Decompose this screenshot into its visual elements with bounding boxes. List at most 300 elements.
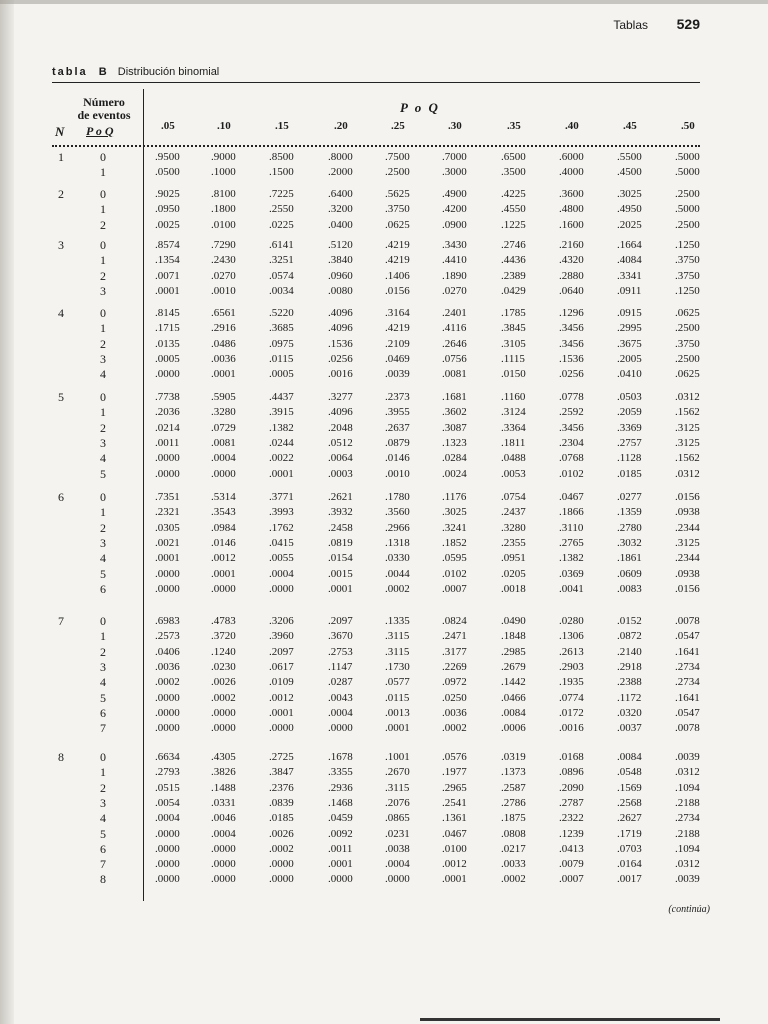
probability-cell: .0013	[385, 706, 410, 719]
probability-cell: .0915	[617, 307, 642, 319]
probability-cell: .2160	[559, 239, 584, 251]
probability-cell: .2389	[501, 269, 526, 282]
probability-cell: .0036	[211, 352, 236, 365]
probability-cell: .0872	[617, 630, 642, 643]
probability-cell: .2500	[675, 218, 700, 231]
probability-cell: .0044	[385, 567, 410, 580]
probability-cell: .0000	[269, 582, 294, 595]
probability-cell: .1785	[501, 307, 526, 319]
probability-cell: .1382	[559, 552, 584, 565]
probability-cell: .0012	[269, 691, 294, 704]
probability-cell: .1172	[617, 691, 642, 704]
probability-cell: .3750	[385, 203, 410, 216]
probability-cell: .2966	[385, 521, 410, 534]
event-count: 3	[100, 795, 106, 810]
probability-cell: .2500	[675, 322, 700, 335]
probability-cell: .0459	[328, 812, 353, 825]
p-column-header: .35	[507, 120, 521, 132]
p-column-header: .10	[217, 120, 231, 132]
column-divider	[143, 89, 144, 901]
probability-cell: .1147	[328, 660, 353, 673]
probability-cell: .3670	[328, 630, 353, 643]
probability-cell: .0039	[675, 751, 700, 763]
probability-cell: .2059	[617, 406, 642, 419]
probability-cell: .1866	[559, 506, 584, 519]
probability-cell: .2269	[442, 660, 467, 673]
event-count: 7	[100, 857, 106, 872]
numero-header	[60, 96, 148, 122]
probability-cell: .0135	[155, 337, 180, 350]
probability-cell: .0036	[155, 660, 180, 673]
event-count: 2	[100, 217, 106, 232]
probability-cell: .2541	[442, 796, 467, 809]
probability-cell: .8574	[155, 239, 180, 251]
probability-cell: .1500	[269, 166, 294, 179]
probability-cell: .1115	[501, 352, 525, 365]
probability-cell: .7290	[211, 239, 236, 251]
probability-cell: .2373	[385, 391, 410, 403]
probability-cell: .1250	[675, 239, 700, 251]
probability-cell: .0331	[211, 796, 236, 809]
event-count: 4	[100, 811, 106, 826]
probability-cell: .1875	[501, 812, 526, 825]
probability-cell: .0824	[442, 615, 467, 627]
probability-cell: .0400	[328, 218, 353, 231]
probability-cell: .4000	[559, 166, 584, 179]
probability-cell: .0244	[269, 436, 294, 449]
probability-cell: .5500	[617, 151, 642, 163]
probability-cell: .1848	[501, 630, 526, 643]
probability-cell: .4436	[501, 254, 526, 267]
probability-cell: .0865	[385, 812, 410, 825]
event-count: 0	[100, 187, 106, 201]
n-header: N	[55, 124, 65, 139]
probability-cell: .1318	[385, 536, 410, 549]
probability-cell: .4096	[328, 406, 353, 419]
probability-cell: .0410	[617, 368, 642, 381]
probability-cell: .7500	[385, 151, 410, 163]
probability-cell: .0081	[211, 436, 236, 449]
probability-cell: .0154	[328, 552, 353, 565]
probability-cell: .3932	[328, 506, 353, 519]
probability-cell: .2903	[559, 660, 584, 673]
probability-cell: .0000	[155, 452, 180, 465]
probability-cell: .0000	[155, 467, 180, 480]
probability-cell: .0007	[559, 873, 584, 886]
probability-cell: .5000	[675, 166, 700, 179]
probability-cell: .3560	[385, 506, 410, 519]
table-caption	[52, 66, 219, 78]
page-binding-shadow	[0, 0, 14, 1024]
probability-cell: .0001	[211, 567, 236, 580]
probability-cell: .0010	[385, 467, 410, 480]
probability-cell: .0256	[559, 368, 584, 381]
probability-cell: .3456	[559, 322, 584, 335]
probability-cell: .3000	[442, 166, 467, 179]
probability-cell: .0975	[269, 337, 294, 350]
probability-cell: .0574	[269, 269, 294, 282]
probability-cell: .3251	[269, 254, 294, 267]
probability-cell: .1678	[328, 751, 353, 763]
table-top-rule	[52, 82, 700, 83]
probability-cell: .0488	[501, 452, 526, 465]
probability-cell: .3280	[501, 521, 526, 534]
probability-cell: .0756	[442, 352, 467, 365]
probability-cell: .2995	[617, 322, 642, 335]
probability-cell: .1335	[385, 615, 410, 627]
probability-cell: .8145	[155, 307, 180, 319]
probability-cell: .0231	[385, 827, 410, 840]
probability-cell: .3032	[617, 536, 642, 549]
probability-cell: .2550	[269, 203, 294, 216]
event-count: 6	[100, 581, 106, 596]
probability-cell: .1442	[501, 676, 526, 689]
probability-cell: .0256	[328, 352, 353, 365]
probability-cell: .0002	[269, 842, 294, 855]
probability-cell: .3025	[617, 188, 642, 200]
probability-cell: .0617	[269, 660, 294, 673]
event-count: 1	[100, 202, 106, 217]
probability-cell: .6141	[269, 239, 294, 251]
event-count: 0	[100, 306, 106, 320]
probability-cell: .0002	[442, 722, 467, 735]
probability-cell: .0000	[211, 842, 236, 855]
probability-cell: .1239	[559, 827, 584, 840]
probability-cell: .0225	[269, 218, 294, 231]
probability-cell: .0002	[155, 676, 180, 689]
probability-cell: .1094	[675, 781, 700, 794]
probability-cell: .0004	[155, 812, 180, 825]
probability-cell: .1664	[617, 239, 642, 251]
probability-cell: .1536	[328, 337, 353, 350]
probability-cell: .0156	[385, 284, 410, 297]
probability-cell: .2627	[617, 812, 642, 825]
probability-cell: .2746	[501, 239, 526, 251]
probability-cell: .7225	[269, 188, 294, 200]
probability-cell: .0205	[501, 567, 526, 580]
probability-cell: .0000	[211, 706, 236, 719]
probability-cell: .3115	[385, 630, 410, 643]
event-count: 5	[100, 690, 106, 705]
probability-cell: .1160	[501, 391, 526, 403]
probability-cell: .2344	[675, 521, 700, 534]
probability-cell: .0490	[501, 615, 526, 627]
probability-cell: .1361	[442, 812, 467, 825]
p-column-header: .50	[681, 120, 695, 132]
probability-cell: .8500	[269, 151, 294, 163]
probability-cell: .0041	[559, 582, 584, 595]
probability-cell: .0156	[675, 582, 700, 595]
probability-cell: .0467	[559, 491, 584, 503]
n-value: 8	[58, 750, 64, 764]
probability-cell: .0005	[269, 368, 294, 381]
probability-cell: .0000	[155, 582, 180, 595]
probability-cell: .0004	[211, 452, 236, 465]
event-count: 1	[100, 629, 106, 644]
probability-cell: .2355	[501, 536, 526, 549]
probability-cell: .0808	[501, 827, 526, 840]
probability-cell: .0911	[617, 284, 642, 297]
probability-cell: .2140	[617, 645, 642, 658]
probability-cell: .0037	[617, 722, 642, 735]
probability-cell: .0004	[211, 827, 236, 840]
probability-cell: .8100	[211, 188, 236, 200]
n-value: 1	[58, 150, 64, 164]
probability-cell: .3500	[501, 166, 526, 179]
probability-cell: .7351	[155, 491, 180, 503]
probability-cell: .0000	[211, 722, 236, 735]
probability-cell: .0287	[328, 676, 353, 689]
probability-cell: .3110	[559, 521, 584, 534]
continua-note: (continúa)	[668, 904, 710, 915]
probability-cell: .0214	[155, 421, 180, 434]
probability-cell: .2322	[559, 812, 584, 825]
probability-cell: .1890	[442, 269, 467, 282]
probability-cell: .0000	[269, 858, 294, 871]
probability-cell: .4096	[328, 322, 353, 335]
probability-cell: .0000	[155, 827, 180, 840]
probability-cell: .0055	[269, 552, 294, 565]
p-column-header: .40	[565, 120, 579, 132]
probability-cell: .0150	[501, 368, 526, 381]
probability-cell: .3087	[442, 421, 467, 434]
probability-cell: .3750	[675, 254, 700, 267]
probability-cell: .2573	[155, 630, 180, 643]
probability-cell: .1488	[211, 781, 236, 794]
event-count: 6	[100, 841, 106, 856]
probability-cell: .0026	[211, 676, 236, 689]
probability-cell: .4225	[501, 188, 526, 200]
probability-cell: .2188	[675, 827, 700, 840]
probability-cell: .0729	[211, 421, 236, 434]
probability-cell: .2765	[559, 536, 584, 549]
probability-cell: .1569	[617, 781, 642, 794]
probability-cell: .0115	[269, 352, 294, 365]
probability-cell: .0071	[155, 269, 180, 282]
probability-cell: .1715	[155, 322, 180, 335]
probability-cell: .0896	[559, 766, 584, 779]
probability-cell: .3456	[559, 337, 584, 350]
probability-cell: .0001	[155, 284, 180, 297]
probability-cell: .2786	[501, 796, 526, 809]
probability-cell: .0312	[675, 391, 700, 403]
probability-cell: .2965	[442, 781, 467, 794]
probability-cell: .6400	[328, 188, 353, 200]
probability-cell: .0002	[211, 691, 236, 704]
probability-cell: .0984	[211, 521, 236, 534]
probability-cell: .1562	[675, 406, 700, 419]
probability-cell: .0092	[328, 827, 353, 840]
probability-cell: .3177	[442, 645, 467, 658]
probability-cell: .0312	[675, 766, 700, 779]
probability-cell: .0270	[442, 284, 467, 297]
probability-cell: .2793	[155, 766, 180, 779]
probability-cell: .1762	[269, 521, 294, 534]
event-count: 3	[100, 351, 106, 366]
probability-cell: .0576	[442, 751, 467, 763]
probability-cell: .0000	[155, 842, 180, 855]
p-column-header: .15	[275, 120, 289, 132]
probability-cell: .0466	[501, 691, 526, 704]
probability-cell: .0011	[328, 842, 353, 855]
event-count: 4	[100, 551, 106, 566]
probability-cell: .0039	[675, 873, 700, 886]
probability-cell: .0000	[385, 873, 410, 886]
probability-cell: .6500	[501, 151, 526, 163]
probability-cell: .2621	[328, 491, 353, 503]
probability-cell: .1536	[559, 352, 584, 365]
probability-cell: .4950	[617, 203, 642, 216]
probability-cell: .3125	[675, 536, 700, 549]
probability-cell: .3847	[269, 766, 294, 779]
probability-cell: .3955	[385, 406, 410, 419]
probability-cell: .1641	[675, 691, 700, 704]
probability-cell: .3241	[442, 521, 467, 534]
probability-cell: .9500	[155, 151, 180, 163]
probability-cell: .2000	[328, 166, 353, 179]
p-column-header: .05	[161, 120, 175, 132]
probability-cell: .3826	[211, 766, 236, 779]
probability-cell: .3600	[559, 188, 584, 200]
probability-cell: .5000	[675, 203, 700, 216]
probability-cell: .0778	[559, 391, 584, 403]
probability-cell: .1296	[559, 307, 584, 319]
probability-cell: .1306	[559, 630, 584, 643]
probability-cell: .2787	[559, 796, 584, 809]
event-count: 2	[100, 336, 106, 351]
event-count: 2	[100, 268, 106, 283]
probability-cell: .0001	[328, 582, 353, 595]
probability-cell: .1001	[385, 751, 410, 763]
event-count: 6	[100, 705, 106, 720]
event-count: 1	[100, 405, 106, 420]
probability-cell: .0512	[328, 436, 353, 449]
probability-cell: .3341	[617, 269, 642, 282]
probability-cell: .0010	[211, 284, 236, 297]
probability-cell: .1852	[442, 536, 467, 549]
probability-cell: .0081	[442, 368, 467, 381]
probability-cell: .0000	[211, 858, 236, 871]
probability-cell: .3430	[442, 239, 467, 251]
event-count: 4	[100, 675, 106, 690]
p-column-header: .45	[623, 120, 637, 132]
probability-cell: .2500	[675, 188, 700, 200]
event-count: 5	[100, 466, 106, 481]
probability-cell: .2734	[675, 660, 700, 673]
probability-cell: .0064	[328, 452, 353, 465]
probability-cell: .0703	[617, 842, 642, 855]
probability-cell: .0284	[442, 452, 467, 465]
probability-cell: .0429	[501, 284, 526, 297]
probability-cell: .0034	[269, 284, 294, 297]
probability-cell: .0230	[211, 660, 236, 673]
probability-cell: .0000	[155, 691, 180, 704]
probability-cell: .0004	[385, 858, 410, 871]
probability-cell: .4200	[442, 203, 467, 216]
probability-cell: .1225	[501, 218, 526, 231]
probability-cell: .0839	[269, 796, 294, 809]
probability-cell: .0001	[328, 858, 353, 871]
probability-cell: .0001	[385, 722, 410, 735]
probability-cell: .0938	[675, 567, 700, 580]
event-count: 3	[100, 535, 106, 550]
probability-cell: .0277	[617, 491, 642, 503]
probability-cell: .3124	[501, 406, 526, 419]
probability-cell: .1382	[269, 421, 294, 434]
probability-cell: .0000	[155, 858, 180, 871]
probability-cell: .2670	[385, 766, 410, 779]
probability-cell: .1359	[617, 506, 642, 519]
probability-cell: .0250	[442, 691, 467, 704]
probability-cell: .3750	[675, 337, 700, 350]
probability-cell: .2188	[675, 796, 700, 809]
probability-cell: .3164	[385, 307, 410, 319]
probability-cell: .0270	[211, 269, 236, 282]
event-count: 0	[100, 490, 106, 504]
probability-cell: .4219	[385, 239, 410, 251]
event-count: 4	[100, 451, 106, 466]
probability-cell: .2430	[211, 254, 236, 267]
probability-cell: .3105	[501, 337, 526, 350]
event-count: 5	[100, 826, 106, 841]
event-count: 0	[100, 614, 106, 628]
probability-cell: .0115	[385, 691, 410, 704]
probability-cell: .3960	[269, 630, 294, 643]
probability-cell: .0500	[155, 166, 180, 179]
caption-label: tabla	[52, 66, 88, 78]
probability-cell: .0369	[559, 567, 584, 580]
event-count: 0	[100, 390, 106, 404]
probability-cell: .2734	[675, 812, 700, 825]
probability-cell: .6561	[211, 307, 236, 319]
probability-cell: .1681	[442, 391, 467, 403]
probability-cell: .4900	[442, 188, 467, 200]
probability-cell: .0001	[155, 552, 180, 565]
probability-cell: .2613	[559, 645, 584, 658]
probability-cell: .0000	[269, 722, 294, 735]
probability-cell: .0312	[675, 467, 700, 480]
p-column-header: .30	[448, 120, 462, 132]
probability-cell: .3750	[675, 269, 700, 282]
probability-cell: .0640	[559, 284, 584, 297]
probability-cell: .0000	[211, 582, 236, 595]
probability-cell: .3125	[675, 436, 700, 449]
numero-header-line1: Número	[83, 95, 125, 109]
probability-cell: .0319	[501, 751, 526, 763]
probability-cell: .0547	[675, 706, 700, 719]
probability-cell: .2500	[385, 166, 410, 179]
probability-cell: .3125	[675, 421, 700, 434]
probability-cell: .1240	[211, 645, 236, 658]
probability-cell: .2753	[328, 645, 353, 658]
probability-cell: .2985	[501, 645, 526, 658]
probability-cell: .4437	[269, 391, 294, 403]
probability-cell: .2376	[269, 781, 294, 794]
probability-cell: .0000	[155, 873, 180, 886]
probability-cell: .1800	[211, 203, 236, 216]
event-count: 2	[100, 520, 106, 535]
probability-cell: .4500	[617, 166, 642, 179]
probability-cell: .0002	[501, 873, 526, 886]
probability-cell: .4084	[617, 254, 642, 267]
probability-cell: .2437	[501, 506, 526, 519]
probability-cell: .1719	[617, 827, 642, 840]
scan-bottom-mark	[420, 1018, 720, 1021]
probability-cell: .0109	[269, 676, 294, 689]
probability-cell: .0000	[211, 873, 236, 886]
probability-cell: .0004	[269, 567, 294, 580]
probability-cell: .2734	[675, 676, 700, 689]
